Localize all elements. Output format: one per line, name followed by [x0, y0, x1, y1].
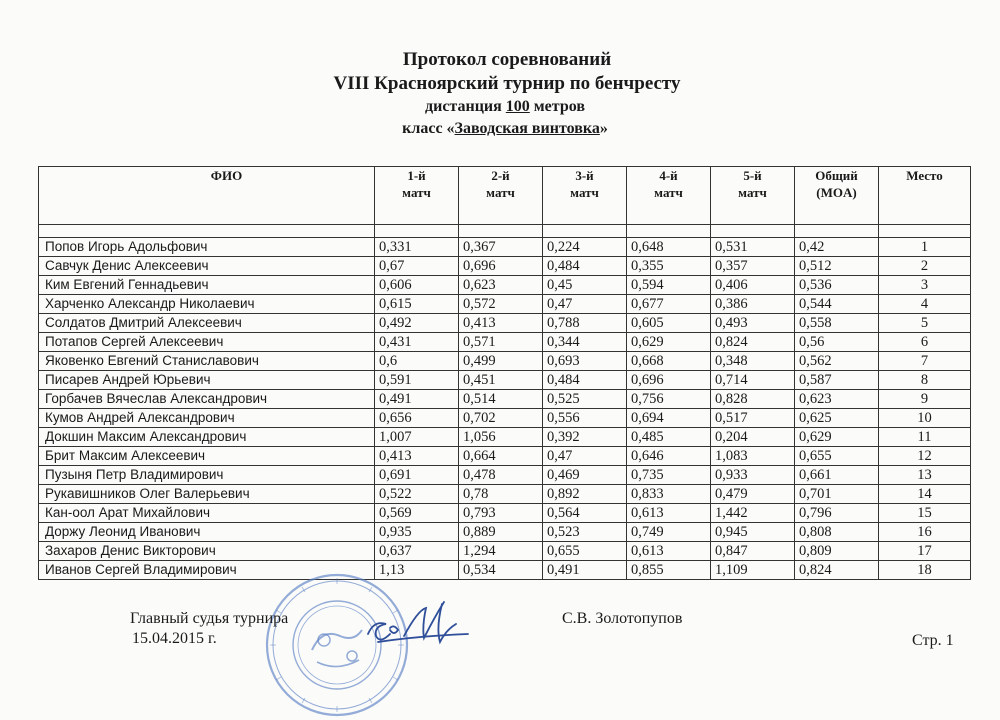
match-1-result: 0,591 [375, 371, 459, 390]
match-1-result: 0,569 [375, 504, 459, 523]
match-4-result: 0,696 [627, 371, 711, 390]
match-4-result: 0,749 [627, 523, 711, 542]
match-2-result: 0,664 [459, 447, 543, 466]
place: 18 [879, 561, 971, 580]
chief-judge-name: С.В. Золотопупов [562, 610, 683, 627]
match-3-result: 0,788 [543, 314, 627, 333]
participant-name: Попов Игорь Адольфович [39, 238, 375, 257]
table-row [39, 276, 971, 295]
document-date: 15.04.2015 г. [132, 630, 217, 647]
table-row [39, 447, 971, 466]
participant-name: Ким Евгений Геннадьевич [39, 276, 375, 295]
match-5-result: 0,531 [711, 238, 795, 257]
participant-name: Кумов Андрей Александрович [39, 409, 375, 428]
match-3-result: 0,484 [543, 257, 627, 276]
match-3-result: 0,47 [543, 295, 627, 314]
table-row [39, 523, 971, 542]
match-2-result: 0,696 [459, 257, 543, 276]
match-2-result: 1,294 [459, 542, 543, 561]
total-moa: 0,701 [795, 485, 879, 504]
total-moa: 0,512 [795, 257, 879, 276]
place: 10 [879, 409, 971, 428]
match-5-result: 0,945 [711, 523, 795, 542]
column-header-match-2: 2-й матч [459, 167, 543, 225]
match-5-result: 0,204 [711, 428, 795, 447]
match-3-result: 0,491 [543, 561, 627, 580]
column-header-match-4: 4-й матч [627, 167, 711, 225]
table-row [39, 314, 971, 333]
distance-suffix: метров [529, 98, 585, 115]
total-moa: 0,625 [795, 409, 879, 428]
match-5-result: 0,406 [711, 276, 795, 295]
match-4-result: 0,648 [627, 238, 711, 257]
match-2-result: 0,889 [459, 523, 543, 542]
participant-name: Солдатов Дмитрий Алексеевич [39, 314, 375, 333]
match-4-result: 0,594 [627, 276, 711, 295]
match-4-result: 0,677 [627, 295, 711, 314]
place: 5 [879, 314, 971, 333]
match-4-result: 0,735 [627, 466, 711, 485]
participant-name: Кан-оол Арат Михайлович [39, 504, 375, 523]
match-4-result: 0,833 [627, 485, 711, 504]
distance-value: 100 [505, 98, 530, 115]
table-row [39, 390, 971, 409]
participant-name: Потапов Сергей Алексеевич [39, 333, 375, 352]
match-3-result: 0,344 [543, 333, 627, 352]
column-header-place: Место [879, 167, 971, 225]
table-row [39, 238, 971, 257]
match-5-result: 0,348 [711, 352, 795, 371]
match-4-result: 0,485 [627, 428, 711, 447]
match-1-result: 1,13 [375, 561, 459, 580]
class-line [10, 118, 1000, 140]
table-row [39, 257, 971, 276]
match-1-result: 0,331 [375, 238, 459, 257]
match-1-result: 0,431 [375, 333, 459, 352]
match-1-result: 0,522 [375, 485, 459, 504]
match-3-result: 0,45 [543, 276, 627, 295]
table-row [39, 428, 971, 447]
column-header-total: Общий (MOA) [795, 167, 879, 225]
place: 1 [879, 238, 971, 257]
class-value: Заводская винтовка [454, 120, 600, 137]
match-1-result: 0,6 [375, 352, 459, 371]
table-row [39, 333, 971, 352]
match-2-result: 0,478 [459, 466, 543, 485]
match-3-result: 0,693 [543, 352, 627, 371]
total-moa: 0,623 [795, 390, 879, 409]
column-header-match-1: 1-й матч [375, 167, 459, 225]
match-1-result: 0,637 [375, 542, 459, 561]
match-3-result: 0,224 [543, 238, 627, 257]
match-1-result: 0,691 [375, 466, 459, 485]
match-5-result: 0,847 [711, 542, 795, 561]
match-5-result: 0,493 [711, 314, 795, 333]
match-2-result: 0,514 [459, 390, 543, 409]
match-3-result: 0,655 [543, 542, 627, 561]
place: 11 [879, 428, 971, 447]
total-moa: 0,42 [795, 238, 879, 257]
match-5-result: 0,933 [711, 466, 795, 485]
total-moa: 0,587 [795, 371, 879, 390]
match-4-result: 0,355 [627, 257, 711, 276]
match-1-result: 0,935 [375, 523, 459, 542]
match-3-result: 0,556 [543, 409, 627, 428]
total-moa: 0,544 [795, 295, 879, 314]
participant-name: Харченко Александр Николаевич [39, 295, 375, 314]
table-row [39, 504, 971, 523]
participant-name: Доржу Леонид Иванович [39, 523, 375, 542]
match-3-result: 0,469 [543, 466, 627, 485]
match-1-result: 0,615 [375, 295, 459, 314]
match-2-result: 0,413 [459, 314, 543, 333]
match-5-result: 0,357 [711, 257, 795, 276]
participant-name: Докшин Максим Александрович [39, 428, 375, 447]
page-number: Стр. 1 [912, 632, 954, 649]
match-2-result: 1,056 [459, 428, 543, 447]
table-row [39, 466, 971, 485]
match-4-result: 0,756 [627, 390, 711, 409]
match-4-result: 0,646 [627, 447, 711, 466]
match-5-result: 1,083 [711, 447, 795, 466]
participant-name: Савчук Денис Алексеевич [39, 257, 375, 276]
tournament-name: VIII Красноярский турнир по бенчресту [333, 73, 681, 94]
place: 7 [879, 352, 971, 371]
match-2-result: 0,78 [459, 485, 543, 504]
place: 13 [879, 466, 971, 485]
place: 2 [879, 257, 971, 276]
chief-judge-label: Главный судья турнира [130, 610, 289, 627]
place: 9 [879, 390, 971, 409]
match-2-result: 0,702 [459, 409, 543, 428]
match-3-result: 0,892 [543, 485, 627, 504]
match-4-result: 0,629 [627, 333, 711, 352]
match-1-result: 0,67 [375, 257, 459, 276]
distance-line [10, 96, 1000, 118]
match-5-result: 0,517 [711, 409, 795, 428]
header-spacer-row [39, 225, 971, 238]
match-3-result: 0,392 [543, 428, 627, 447]
match-2-result: 0,572 [459, 295, 543, 314]
place: 14 [879, 485, 971, 504]
signature-icon [360, 598, 490, 652]
match-4-result: 0,613 [627, 504, 711, 523]
class-prefix: класс « [402, 120, 455, 137]
total-moa: 0,809 [795, 542, 879, 561]
place: 4 [879, 295, 971, 314]
match-3-result: 0,525 [543, 390, 627, 409]
match-2-result: 0,793 [459, 504, 543, 523]
match-1-result: 0,656 [375, 409, 459, 428]
match-2-result: 0,571 [459, 333, 543, 352]
match-1-result: 0,413 [375, 447, 459, 466]
total-moa: 0,562 [795, 352, 879, 371]
results-table [38, 166, 971, 580]
match-1-result: 0,492 [375, 314, 459, 333]
total-moa: 0,661 [795, 466, 879, 485]
match-3-result: 0,564 [543, 504, 627, 523]
column-header-match-3: 3-й матч [543, 167, 627, 225]
place: 3 [879, 276, 971, 295]
total-moa: 0,824 [795, 561, 879, 580]
participant-name: Иванов Сергей Владимирович [39, 561, 375, 580]
table-row [39, 409, 971, 428]
place: 12 [879, 447, 971, 466]
total-moa: 0,56 [795, 333, 879, 352]
match-2-result: 0,451 [459, 371, 543, 390]
participant-name: Брит Максим Алексеевич [39, 447, 375, 466]
table-row [39, 295, 971, 314]
document-header [0, 48, 1000, 140]
match-4-result: 0,694 [627, 409, 711, 428]
match-5-result: 0,479 [711, 485, 795, 504]
participant-name: Захаров Денис Викторович [39, 542, 375, 561]
match-4-result: 0,855 [627, 561, 711, 580]
match-5-result: 0,824 [711, 333, 795, 352]
table-row [39, 352, 971, 371]
table-row [39, 542, 971, 561]
match-3-result: 0,484 [543, 371, 627, 390]
match-3-result: 0,47 [543, 447, 627, 466]
total-moa: 0,536 [795, 276, 879, 295]
match-1-result: 0,491 [375, 390, 459, 409]
match-4-result: 0,613 [627, 542, 711, 561]
place: 6 [879, 333, 971, 352]
match-5-result: 0,828 [711, 390, 795, 409]
participant-name: Горбачев Вячеслав Александрович [39, 390, 375, 409]
match-2-result: 0,623 [459, 276, 543, 295]
match-2-result: 0,367 [459, 238, 543, 257]
match-2-result: 0,534 [459, 561, 543, 580]
participant-name: Рукавишников Олег Валерьевич [39, 485, 375, 504]
total-moa: 0,629 [795, 428, 879, 447]
results-body [39, 238, 971, 580]
place: 8 [879, 371, 971, 390]
match-4-result: 0,605 [627, 314, 711, 333]
place: 16 [879, 523, 971, 542]
place: 15 [879, 504, 971, 523]
table-row [39, 485, 971, 504]
column-header-name: ФИО [39, 167, 375, 225]
match-1-result: 0,606 [375, 276, 459, 295]
class-suffix: » [599, 120, 608, 137]
total-moa: 0,796 [795, 504, 879, 523]
total-moa: 0,558 [795, 314, 879, 333]
match-5-result: 1,109 [711, 561, 795, 580]
distance-prefix: дистанция [425, 98, 506, 115]
table-row [39, 561, 971, 580]
total-moa: 0,808 [795, 523, 879, 542]
place: 17 [879, 542, 971, 561]
match-5-result: 0,714 [711, 371, 795, 390]
participant-name: Писарев Андрей Юрьевич [39, 371, 375, 390]
match-5-result: 0,386 [711, 295, 795, 314]
column-header-match-5: 5-й матч [711, 167, 795, 225]
participant-name: Пузыня Петр Владимирович [39, 466, 375, 485]
match-2-result: 0,499 [459, 352, 543, 371]
match-4-result: 0,668 [627, 352, 711, 371]
table-row [39, 371, 971, 390]
match-1-result: 1,007 [375, 428, 459, 447]
document-title: Протокол соревнований [402, 49, 612, 70]
participant-name: Яковенко Евгений Станиславович [39, 352, 375, 371]
total-moa: 0,655 [795, 447, 879, 466]
table-header-row [39, 167, 971, 225]
match-3-result: 0,523 [543, 523, 627, 542]
match-5-result: 1,442 [711, 504, 795, 523]
